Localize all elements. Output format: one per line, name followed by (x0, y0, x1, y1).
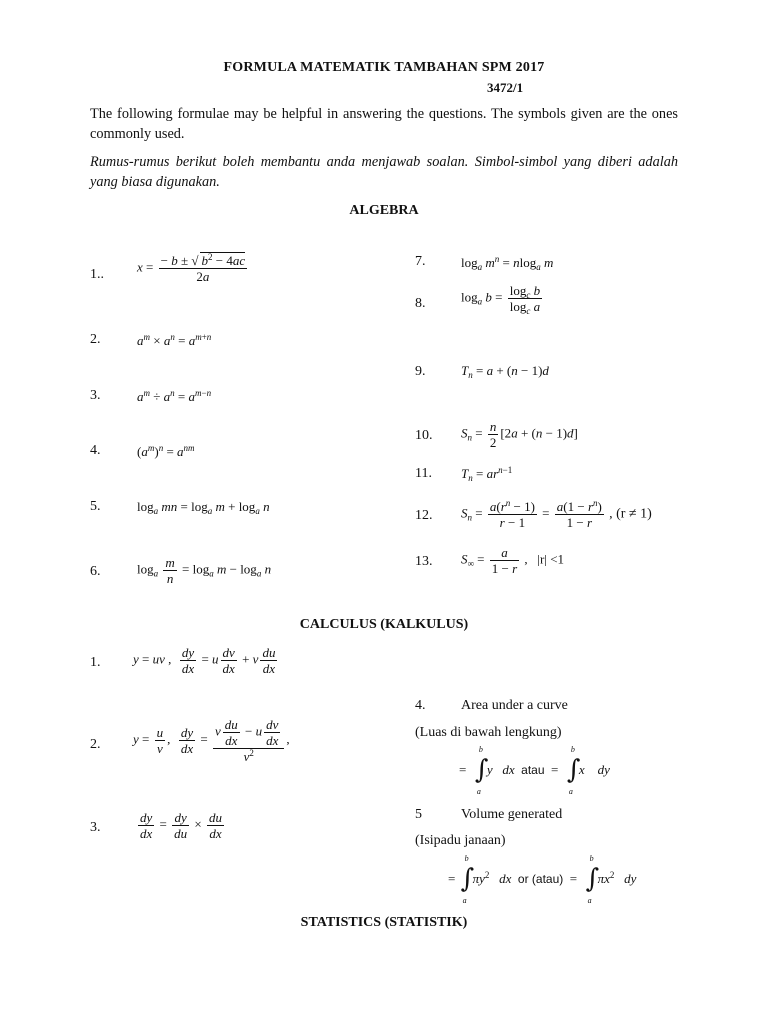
calculus-number-4: 4. (415, 698, 426, 713)
algebra-number-1: 1.. (90, 267, 104, 282)
gp-infinity-condition: |r| <1 (537, 551, 565, 567)
formula-gp-sum: $S_n$ = $\frac{a(r^n - 1)}{r - 1}$ = $\frac{a(1 - r^n)}{1 - r}$ , (r ≠ 1) (461, 498, 652, 530)
formula-gp-infinity: $S_\infty$ = $\frac{a}{1 - r}$ , |r| <1 (461, 545, 565, 576)
calculus-number-5: 5 (415, 807, 422, 822)
volume-generated-label: Volume generated (461, 807, 563, 822)
formula-product-rule: y = uv , $\frac{dy}{dx}$ = u $\frac{dv}{dx}$ + v $\frac{du}{dx}$ (133, 645, 276, 676)
area-under-curve-label: Area under a curve (461, 698, 568, 713)
calculus-number-2: 2. (90, 737, 101, 752)
formula-quadratic: x = $\frac{- b \pm √ b^2 - 4ac}{2a}$ (137, 252, 246, 284)
heading-statistics: STATISTICS (STATISTIK) (300, 915, 468, 930)
formula-log-quotient: $\log_a$ $\frac{m}{n}$ = $\log_a m - \log_a n$ (137, 555, 272, 586)
intro-malay: Rumus-rumus berikut boleh membantu anda menjawab soalan. Simbol-simbol yang diberi adalah yang biasa digunakan. (90, 154, 678, 190)
algebra-number-12: 12. (415, 508, 433, 523)
formula-index-divide: $a^m \div a^n = a^{m-n}$ (137, 388, 212, 404)
calculus-number-3: 3. (90, 820, 101, 835)
formula-log-product: $\log_a$ mn = $\log_a m + \log_a n$ (137, 499, 270, 516)
algebra-number-9: 9. (415, 364, 426, 379)
formula-index-power: $(a^m)^n = a^{nm}$ (137, 443, 195, 459)
area-atau-label: atau (521, 762, 545, 777)
algebra-number-2: 2. (90, 332, 101, 347)
algebra-number-5: 5. (90, 499, 101, 514)
algebra-number-6: 6. (90, 564, 101, 579)
algebra-number-3: 3. (90, 388, 101, 403)
volume-or-label: or (atau) (517, 871, 564, 886)
formula-area-integral: = b ∫ a y dx atau = b ∫ a x dy (459, 745, 610, 796)
gp-infinity-separator: , (524, 551, 528, 567)
area-under-curve-malay: (Luas di bawah lengkung) (415, 725, 562, 740)
formula-ap-sum: $S_n$ = $\frac{n}{2}$ [2a + (n − 1)d] (461, 419, 578, 450)
formula-log-power: $\log_a m^n = nlog_a$ m (461, 254, 554, 272)
algebra-number-11: 11. (415, 466, 432, 481)
heading-algebra: ALGEBRA (349, 203, 419, 218)
intro-english: The following formulae may be helpful in answering the questions. The symbols given are the ones commonly used. (90, 106, 678, 142)
formula-chain-rule: $\frac{dy}{dx}$ = $\frac{dy}{du}$ × $\frac{du}{dx}$ (140, 810, 222, 841)
algebra-number-10: 10. (415, 428, 433, 443)
calculus-number-1: 1. (90, 655, 101, 670)
formula-volume-integral: = b ∫ a $\pi y^2$ dx or (atau) = b ∫ a $\pi x^2$ dy (448, 854, 637, 905)
formula-gp-term: $T_n = ar^{n-1}$ (461, 465, 513, 483)
page-title: FORMULA MATEMATIK TAMBAHAN SPM 2017 (223, 60, 545, 75)
algebra-number-4: 4. (90, 443, 101, 458)
formula-quotient-rule: y = $\frac{u}{v}$ , $\frac{dy}{dx}$ = v $\frac{du}{dx}$ − u $\frac{dv}{dx}$ $v^2$ , (133, 717, 290, 764)
algebra-number-13: 13. (415, 554, 433, 569)
formula-change-base: $\log_a b$ = $\frac{\log_c b}{\log_c a}$ (461, 283, 541, 316)
algebra-number-8: 8. (415, 296, 426, 311)
formula-ap-term: $T_n = a + (n - 1)d$ (461, 363, 549, 380)
algebra-number-7: 7. (415, 254, 426, 269)
gp-sum-condition: , (r ≠ 1) (609, 506, 652, 522)
paper-code: 3472/1 (487, 80, 524, 95)
formula-index-multiply: $a^m \times a^n = a^{m+n}$ (137, 332, 212, 348)
volume-generated-malay: (Isipadu janaan) (415, 833, 506, 848)
heading-calculus: CALCULUS (KALKULUS) (299, 617, 469, 632)
